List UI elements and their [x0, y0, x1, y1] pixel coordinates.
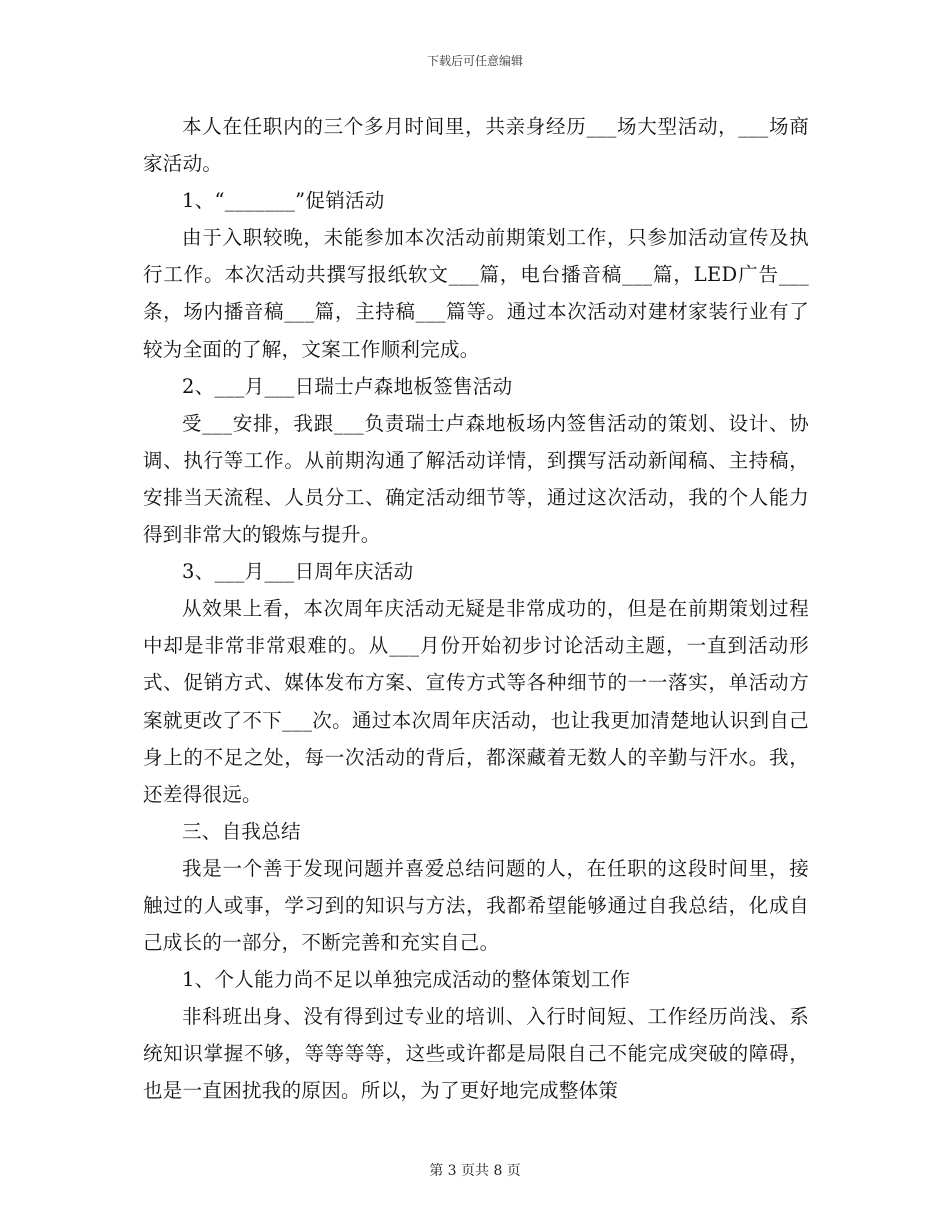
- heading-ability-limitation: 1、个人能力尚不足以单独完成活动的整体策划工作: [182, 968, 631, 992]
- page-header: 下载后可任意编辑: [426, 54, 523, 68]
- paragraph-intro: 本人在任职内的三个多月时间里，共亲身经历___场大型活动，___场商家活动。: [143, 115, 809, 176]
- heading-anniversary-activity: 3、___月___日周年庆活动: [182, 560, 414, 584]
- heading-promotion-activity: 1、“_______”促销活动: [182, 189, 385, 213]
- heading-self-summary: 三、自我总结: [182, 819, 301, 843]
- paragraph-floor-signing-activity: 受___安排，我跟___负责瑞士卢森地板场内签售活动的策划、设计、协调、执行等工作。从前期沟通了解活动详情，到撰写活动新闻稿、主持稿，安排当天流程、人员分工、确定活动细节等，通过这次活动，我的个人能力得到非常大的锻炼与提升。: [143, 411, 809, 547]
- paragraph-ability-limitation: 非科班出身、没有得到过专业的培训、入行时间短、工作经历尚浅、系统知识掌握不够，等等等等，这些或许都是局限自己不能完成突破的障碍，也是一直困扰我的原因。所以，为了更好地完成整体策: [143, 1005, 809, 1103]
- paragraph-promotion-activity: 由于入职较晚，未能参加本次活动前期策划工作，只参加活动宣传及执行工作。本次活动共撰写报纸软文___篇，电台播音稿___篇，LED广告___条，场内播音稿___篇，主持稿___篇等。通过本次活动对建材家装行业有了较为全面的了解，文案工作顺利完成。: [143, 226, 809, 361]
- document-body: [143, 108, 809, 1110]
- page-footer: 第 3 页共 8 页: [429, 1163, 521, 1179]
- heading-floor-signing-activity: 2、___月___日瑞士卢森地板签售活动: [182, 374, 513, 398]
- paragraph-self-summary: 我是一个善于发现问题并喜爱总结问题的人，在任职的这段时间里，接触过的人或事，学习到的知识与方法，我都希望能够通过自我总结，化成自己成长的一部分，不断完善和充实自己。: [143, 856, 809, 955]
- paragraph-anniversary-activity: 从效果上看，本次周年庆活动无疑是非常成功的，但是在前期策划过程中却是非常非常艰难的。从___月份开始初步讨论活动主题，一直到活动形式、促销方式、媒体发布方案、宣传方式等各种细节的一一落实，单活动方案就更改了不下___次。通过本次周年庆活动，也让我更加清楚地认识到自己身上的不足之处，每一次活动的背后，都深藏着无数人的辛勤与汗水。我，还差得很远。: [143, 597, 809, 806]
